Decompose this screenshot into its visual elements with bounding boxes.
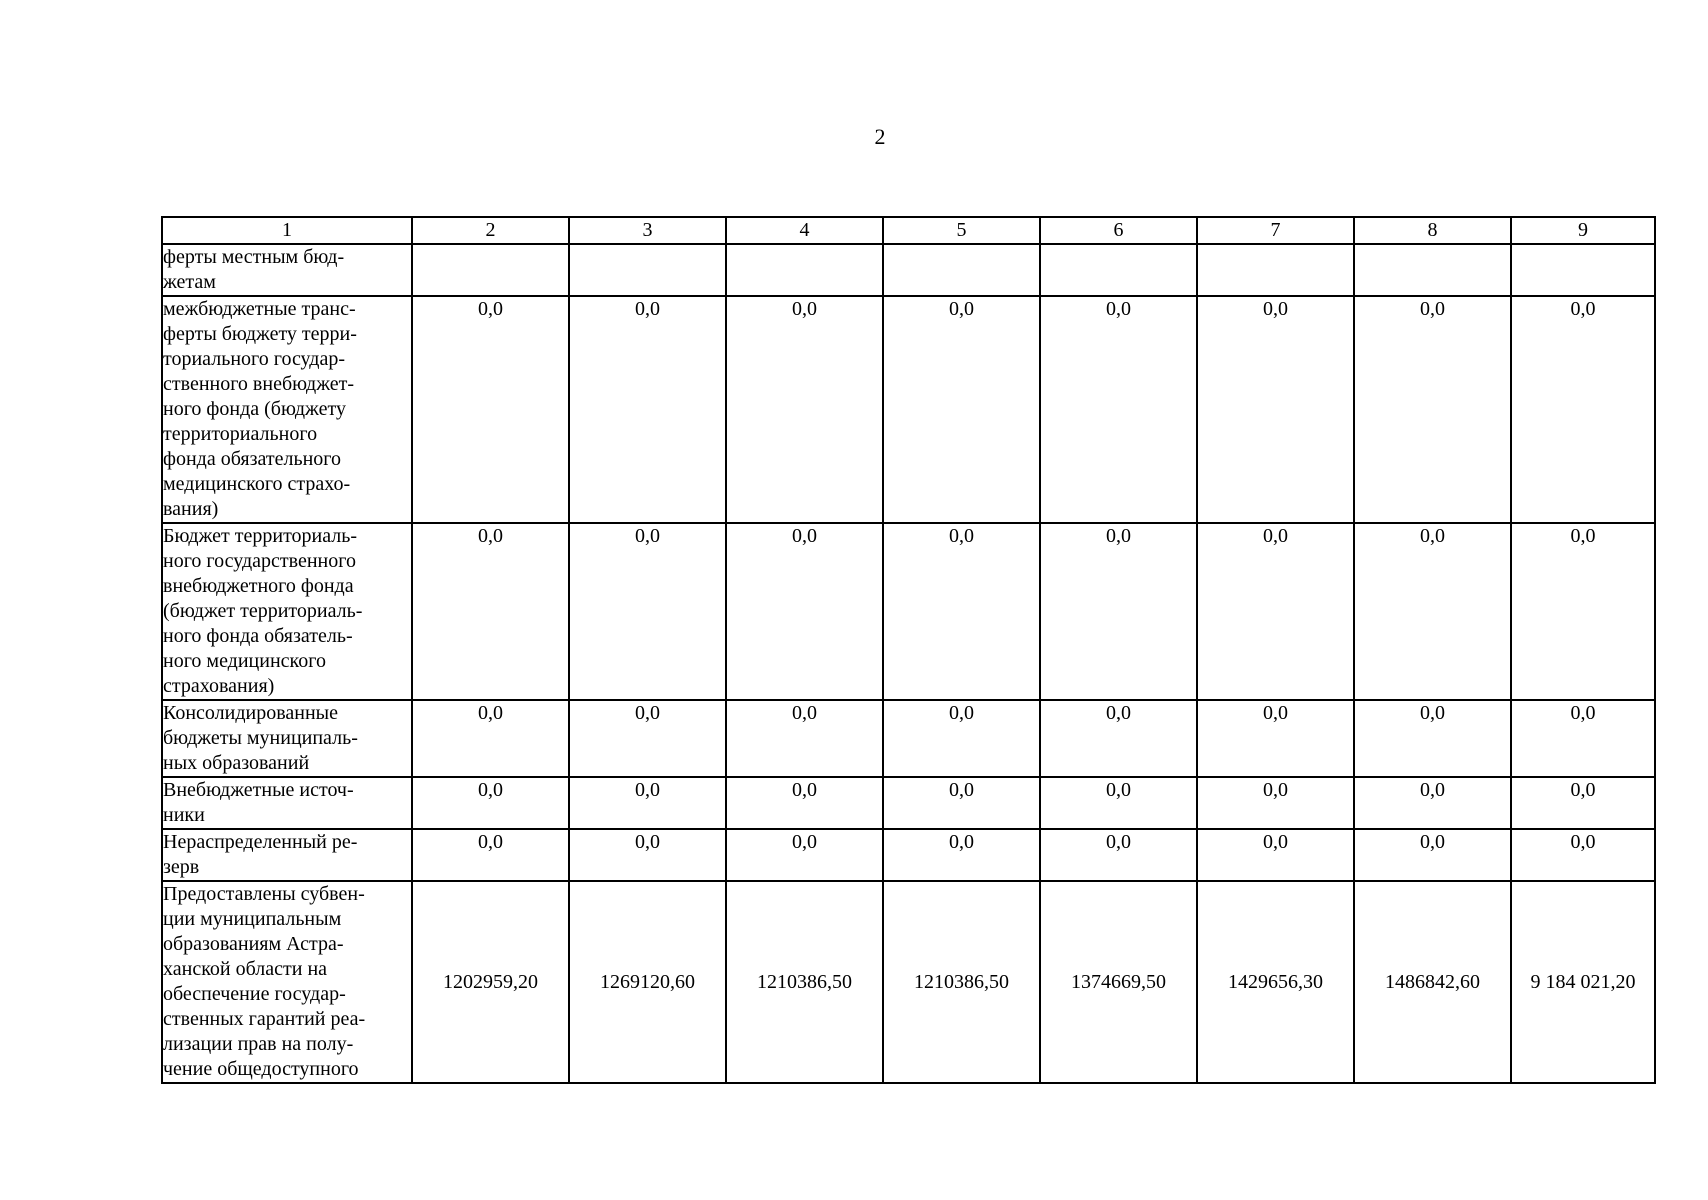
value-cell: 1210386,50: [726, 881, 883, 1083]
value-cell: 1486842,60: [1354, 881, 1511, 1083]
table-row: [162, 523, 1655, 700]
col-header-3: 3: [569, 217, 726, 244]
value-cell: 1202959,20: [412, 881, 569, 1083]
row-label-line: ственных гарантий реа-: [163, 1008, 366, 1030]
value-cell: 0,0: [1040, 829, 1197, 881]
row-label-line: Предоставлены субвен-: [163, 883, 365, 905]
row-label-line: ферты местным бюд-: [163, 246, 345, 268]
value-cell: 0,0: [1040, 296, 1197, 523]
row-label-line: ции муниципальным: [163, 908, 342, 930]
row-label-line: ники: [163, 804, 205, 826]
value-cell: 0,0: [726, 296, 883, 523]
table-row: [162, 829, 1655, 881]
row-label-line: обеспечение государ-: [163, 983, 346, 1005]
value-cell: 0,0: [883, 523, 1040, 700]
row-label-line: ных образований: [163, 752, 310, 774]
row-label-line: ханской области на: [163, 958, 328, 980]
header-row: [162, 217, 1655, 244]
row-label-line: Бюджет территориаль-: [163, 525, 358, 547]
row-label-line: зерв: [163, 856, 200, 878]
value-cell: 0,0: [726, 523, 883, 700]
row-label-line: Внебюджетные источ-: [163, 779, 354, 801]
value-cell: [569, 244, 726, 296]
row-label: [162, 700, 412, 777]
row-label: [162, 296, 412, 523]
value-cell: 0,0: [412, 777, 569, 829]
value-cell: 0,0: [1040, 777, 1197, 829]
value-cell: 0,0: [883, 777, 1040, 829]
value-cell: 0,0: [1197, 777, 1354, 829]
value-cell: 1269120,60: [569, 881, 726, 1083]
value-cell: 0,0: [569, 829, 726, 881]
value-cell: 0,0: [569, 777, 726, 829]
col-header-2: 2: [412, 217, 569, 244]
row-label-line: лизации прав на полу-: [163, 1033, 354, 1055]
value-cell: 0,0: [1197, 296, 1354, 523]
value-cell: 0,0: [1040, 523, 1197, 700]
table-row: [162, 881, 1655, 1083]
value-cell: 0,0: [1354, 523, 1511, 700]
value-cell: 0,0: [1354, 296, 1511, 523]
row-label-line: ного государственного: [163, 550, 356, 572]
table-row: [162, 244, 1655, 296]
value-cell: 0,0: [1040, 700, 1197, 777]
row-label-line: жетам: [163, 271, 216, 293]
col-header-9: 9: [1511, 217, 1655, 244]
value-cell: 0,0: [1354, 829, 1511, 881]
row-label-line: межбюджетные транс-: [163, 298, 356, 320]
row-label-line: образованиям Астра-: [163, 933, 344, 955]
value-cell: 1210386,50: [883, 881, 1040, 1083]
value-cell: 0,0: [726, 829, 883, 881]
row-label-line: вания): [163, 498, 219, 520]
value-cell: 0,0: [883, 700, 1040, 777]
value-cell: 0,0: [1511, 700, 1655, 777]
row-label-line: территориального: [163, 423, 318, 445]
value-cell: [1197, 244, 1354, 296]
page-number: 2: [874, 124, 886, 149]
value-cell: [412, 244, 569, 296]
value-cell: 0,0: [1511, 829, 1655, 881]
col-header-7: 7: [1197, 217, 1354, 244]
value-cell: 0,0: [412, 296, 569, 523]
row-label-line: Консолидированные: [163, 702, 338, 724]
value-cell: 0,0: [726, 700, 883, 777]
value-cell: [1354, 244, 1511, 296]
value-cell: 0,0: [412, 829, 569, 881]
value-cell: 0,0: [569, 700, 726, 777]
value-cell: 0,0: [1511, 777, 1655, 829]
value-cell: 0,0: [883, 296, 1040, 523]
row-label-line: ферты бюджету терри-: [163, 323, 357, 345]
row-label-line: страхования): [163, 675, 275, 697]
table-row: [162, 700, 1655, 777]
value-cell: 0,0: [412, 700, 569, 777]
col-header-4: 4: [726, 217, 883, 244]
row-label-line: Нераспределенный ре-: [163, 831, 358, 853]
col-header-8: 8: [1354, 217, 1511, 244]
value-cell: 1374669,50: [1040, 881, 1197, 1083]
row-label: [162, 829, 412, 881]
table-row: [162, 296, 1655, 523]
value-cell: 0,0: [1511, 523, 1655, 700]
col-header-6: 6: [1040, 217, 1197, 244]
row-label: [162, 881, 412, 1083]
value-cell: [883, 244, 1040, 296]
value-cell: 0,0: [569, 523, 726, 700]
budget-table: [161, 216, 1656, 1084]
value-cell: 1429656,30: [1197, 881, 1354, 1083]
row-label-line: чение общедоступного: [163, 1058, 359, 1080]
table-row: [162, 777, 1655, 829]
row-label-line: ного фонда обязатель-: [163, 625, 353, 647]
value-cell: 0,0: [1354, 700, 1511, 777]
value-cell: 0,0: [1354, 777, 1511, 829]
value-cell: [1511, 244, 1655, 296]
value-cell: [1040, 244, 1197, 296]
value-cell: 0,0: [569, 296, 726, 523]
value-cell: 0,0: [412, 523, 569, 700]
value-cell: 0,0: [1511, 296, 1655, 523]
value-cell: 0,0: [726, 777, 883, 829]
value-cell: 0,0: [883, 829, 1040, 881]
row-label-line: медицинского страхо-: [163, 473, 351, 495]
row-label: [162, 244, 412, 296]
col-header-1: 1: [162, 217, 412, 244]
row-label-line: ного фонда (бюджету: [163, 398, 346, 420]
row-label: [162, 523, 412, 700]
value-cell: 0,0: [1197, 700, 1354, 777]
row-label-line: ственного внебюджет-: [163, 373, 355, 395]
row-label-line: ного медицинского: [163, 650, 326, 672]
row-label-line: ториального государ-: [163, 348, 346, 370]
row-label-line: внебюджетного фонда: [163, 575, 354, 597]
value-cell: 0,0: [1197, 829, 1354, 881]
row-label-line: (бюджет территориаль-: [163, 600, 363, 622]
col-header-5: 5: [883, 217, 1040, 244]
value-cell: 9 184 021,20: [1511, 881, 1655, 1083]
value-cell: [726, 244, 883, 296]
row-label-line: фонда обязательного: [163, 448, 341, 470]
row-label-line: бюджеты муниципаль-: [163, 727, 358, 749]
value-cell: 0,0: [1197, 523, 1354, 700]
row-label: [162, 777, 412, 829]
